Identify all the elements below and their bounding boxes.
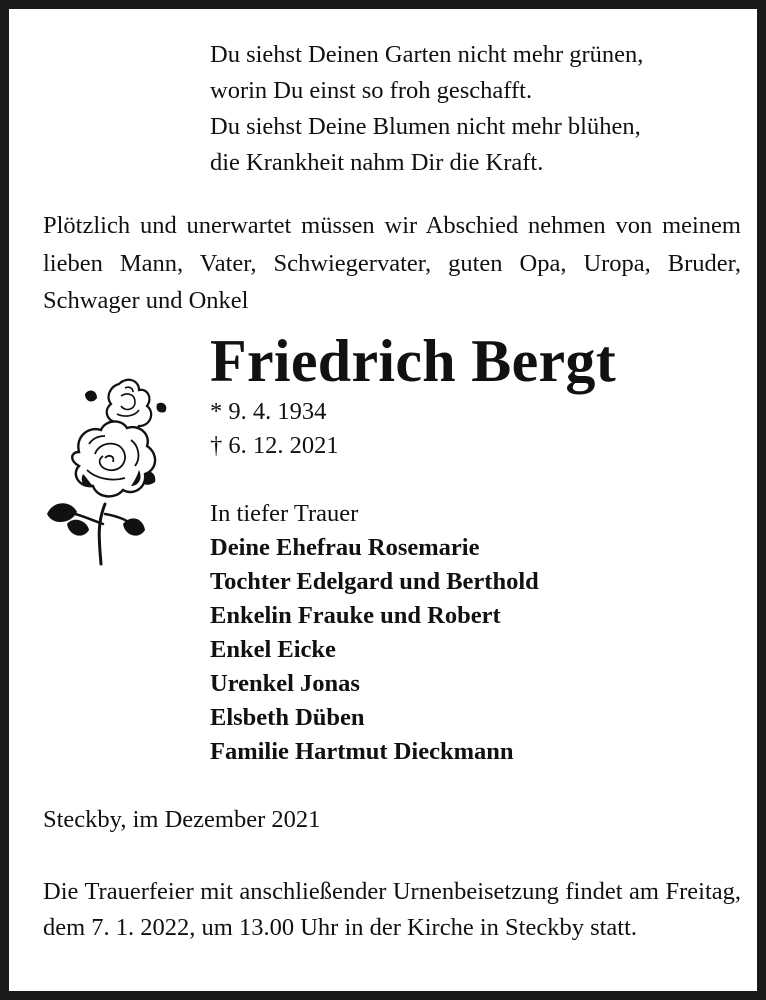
intro-text: Plötzlich und unerwartet müssen wir Abschied nehmen von meinem lieben Mann, Vater, Schwiegervater, guten Opa, Uropa, Bruder, Schwager und Onkel — [43, 212, 741, 314]
place-and-date: Steckby, im Dezember 2021 — [43, 806, 321, 833]
death-date: † 6. 12. 2021 — [210, 432, 339, 459]
mourner-name: Urenkel Jonas — [210, 670, 360, 697]
mourner-name: Tochter Edelgard und Berthold — [210, 568, 539, 595]
memorial-poem — [210, 37, 750, 181]
poem-line: Du siehst Deine Blumen nicht mehr blühen, — [210, 113, 641, 140]
funeral-notice: Die Trauerfeier mit anschließender Urnenbeisetzung findet am Freitag, dem 7. 1. 2022, um 13.00 Uhr in der Kirche in Steckby statt. — [43, 878, 741, 941]
mourner-name: Familie Hartmut Dieckmann — [210, 738, 514, 765]
poem-line: worin Du einst so froh geschafft. — [210, 77, 533, 104]
mourners-list — [210, 497, 539, 769]
mourner-name: Elsbeth Düben — [210, 704, 365, 731]
mourning-phrase: In tiefer Trauer — [210, 500, 359, 527]
mourner-name: Enkelin Frauke und Robert — [210, 602, 501, 629]
poem-line: die Krankheit nahm Dir die Kraft. — [210, 149, 544, 176]
birth-date: * 9. 4. 1934 — [210, 398, 327, 425]
rose-icon — [39, 374, 179, 569]
deceased-name: Friedrich Bergt — [210, 328, 617, 394]
life-dates — [210, 395, 339, 463]
mourner-name: Deine Ehefrau Rosemarie — [210, 534, 480, 561]
poem-line: Du siehst Deinen Garten nicht mehr grünen, — [210, 41, 644, 68]
mourner-name: Enkel Eicke — [210, 636, 336, 663]
